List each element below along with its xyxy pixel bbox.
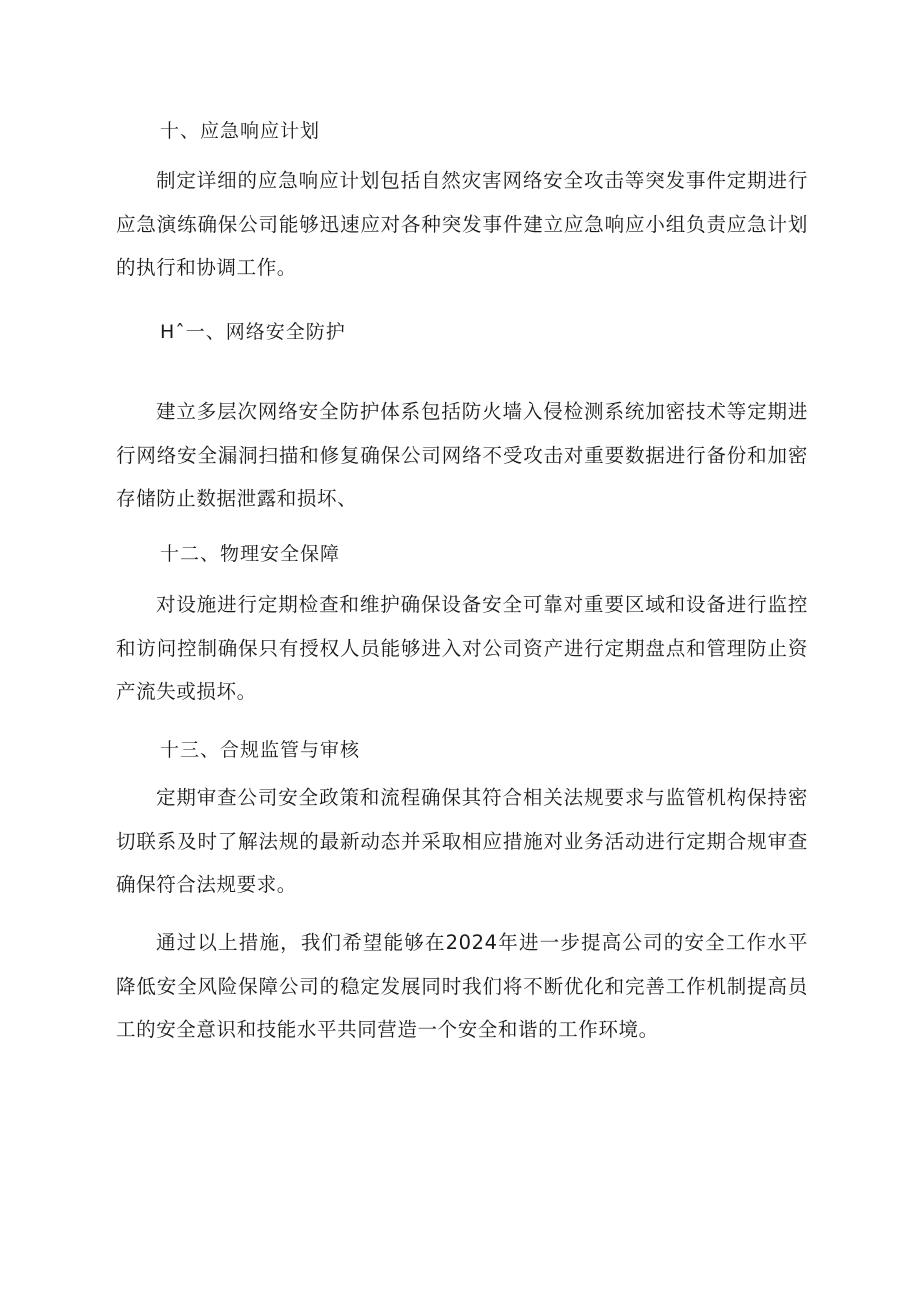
section-body-network-security: 建立多层次网络安全防护体系包括防火墙入侵检测系统加密技术等定期进行网络安全漏洞扫描和修复确保公司网络不受攻击对重要数据进行备份和加密存储防止数据泄露和损坏、: [116, 400, 808, 510]
section-heading-compliance: 十三、合规监管与审核: [160, 739, 361, 761]
section-body-compliance: 定期审查公司安全政策和流程确保其符合相关法规要求与监管机构保持密切联系及时了解法规的最新动态并采取相应措施对业务活动进行定期合规审查确保符合法规要求。: [116, 786, 808, 896]
section-heading-emergency-response: 十、应急响应计划: [160, 120, 321, 142]
section-body-emergency-response: 制定详细的应急响应计划包括自然灾害网络安全攻击等突发事件定期进行应急演练确保公司能够迅速应对各种突发事件建立应急响应小组负责应急计划的执行和协调工作。: [116, 169, 808, 279]
section-heading-network-security: Hˆ一、网络安全防护: [160, 321, 346, 343]
closing-paragraph: 通过以上措施，我们希望能够在2024年进一步提高公司的安全工作水平降低安全风险保障公司的稳定发展同时我们将不断优化和完善工作机制提高员工的安全意识和技能水平共同营造一个安全和谐的工作环境。: [116, 931, 808, 1041]
section-body-physical-security: 对设施进行定期检查和维护确保设备安全可靠对重要区域和设备进行监控和访问控制确保只有授权人员能够进入对公司资产进行定期盘点和管理防止资产流失或损坏。: [116, 593, 808, 703]
section-heading-physical-security: 十二、物理安全保障: [160, 543, 341, 565]
